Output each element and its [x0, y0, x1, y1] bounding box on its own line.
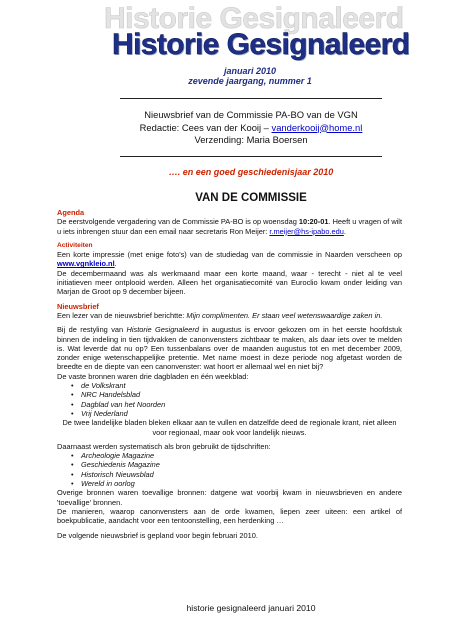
newspaper-list: [71, 381, 402, 418]
masthead-shadow-title: Historie Gesignaleerd: [104, 2, 404, 35]
page-footer: historie gesignaleerd januari 2010: [186, 603, 316, 613]
editor-email-link[interactable]: vanderkooij@home.nl: [271, 121, 363, 133]
reader-quote: Mijn complimenten. Er staan veel wetenswaardige zaken in.: [186, 310, 383, 320]
activiteiten-paragraph-1: Een korte impressie (met enige foto's) van de studiedag van de commissie in Naarden verscheen op www.vgnkleio.nl.: [57, 250, 402, 269]
motto: …. en een goed geschiedenisjaar 2010: [168, 167, 334, 177]
colofon: [100, 109, 402, 147]
top-rule: [120, 98, 382, 99]
masthead: [0, 0, 452, 104]
nieuwsbrief-paragraph-8: De volgende nieuwsbrief is gepland voor begin februari 2010.: [57, 530, 258, 540]
agenda-heading: Agenda: [57, 208, 85, 217]
masthead-title: Historie Gesignaleerd: [112, 28, 410, 61]
nieuwsbrief-paragraph-2: Bij de restyling van Historie Gesignaleerd in augustus is ervoor gekozen om in het eerste hoofdstuk binnen de indeling in tien tijdvakken de canonvensters zichtbaar te maken, als daar iets over te melden is. Wat leverde dat nu op? Een tussenbalans over de maanden augustus tot en met december 2009, zonder enige wetenschappelijke pretentie. Met name moest in deze periode nog afgetast worden de breedte en de diepte van een canonvenster: wat hoort er allemaal wel en niet bij?: [57, 325, 402, 372]
vgnkleio-link[interactable]: www.vgnkleio.nl: [57, 259, 115, 269]
activiteiten-heading: Activiteiten: [57, 241, 93, 249]
article-body: [57, 208, 402, 540]
issue-date: januari 2010: [223, 66, 277, 76]
list-item: • Dagblad van het Noorden: [71, 400, 402, 409]
mid-rule: [120, 156, 382, 157]
nieuwsbrief-paragraph-4: De twee landelijke bladen bleken elkaar aan te vullen en datzelfde deed de regionale krant, niet alleen voor regionaal, maar ook voor landelijk nieuws.: [62, 418, 397, 437]
secretary-email-link[interactable]: r.meijer@hs-ipabo.edu: [269, 226, 344, 236]
list-item: • Geschiedenis Magazine: [71, 460, 402, 469]
nieuwsbrief-paragraph-3: De vaste bronnen waren drie dagbladen en één weekblad:: [57, 371, 249, 381]
colofon-line-1: Nieuwsbrief van de Commissie PA-BO van de VGN: [144, 109, 358, 120]
colofon-editor: Redactie: Cees van der Kooij –: [139, 121, 272, 133]
colofon-line-3: Verzending: Maria Boersen: [194, 134, 308, 145]
list-item: • Historisch Nieuwsblad: [71, 470, 402, 479]
list-item: • de Volkskrant: [71, 381, 402, 390]
nieuwsbrief-paragraph-6: Overige bronnen waren toevallige bronnen: datgene wat voorbij kwam in nieuwsbrieven en andere 'toevallige' bronnen.: [57, 488, 402, 507]
nieuwsbrief-paragraph-7: De manieren, waarop canonvensters aan de orde kwamen, liepen zeer uiteen: een artikel of boekpublicatie, aandacht voor een tentoonstelling, een herdenking …: [57, 506, 402, 526]
list-item: • Vrij Nederland: [71, 409, 402, 418]
colofon-line-2: [100, 122, 402, 135]
nieuwsbrief-paragraph-5: Daarnaast werden systematisch als bron gebruikt de tijdschriften:: [57, 441, 271, 451]
issue-info: [150, 66, 350, 86]
list-item: • Archeologie Magazine: [71, 451, 402, 460]
meeting-date: 10:20-01: [298, 217, 329, 227]
agenda-paragraph: De eerstvolgende vergadering van de Commissie PA-BO is op woensdag 10:20-01. Heeft u vragen of wilt u iets inbrengen stuur dan een email naar secretaris Ron Meijer: r.meijer@hs-ipabo.edu.: [57, 217, 402, 236]
list-item: • NRC Handelsblad: [71, 390, 402, 399]
issue-volume: zevende jaargang, nummer 1: [188, 76, 312, 86]
section-title: VAN DE COMMISSIE: [195, 192, 307, 204]
list-item: • Wereld in oorlog: [71, 479, 402, 488]
magazine-list: [71, 451, 402, 488]
nieuwsbrief-heading: Nieuwsbrief: [57, 301, 99, 311]
nieuwsbrief-paragraph-1: Een lezer van de nieuwsbrief berichtte: Mijn complimenten. Er staan veel wetenswaardige zaken in.: [57, 310, 383, 320]
activiteiten-paragraph-2: De decembermaand was als werkmaand maar een korte maand, waar - terecht - niet al te veel initiatieven meer ontplooid werden. Alleen het organisatiecomité van Euroclio kwam onder leiding van Marjan de Groot op 9 december bijeen.: [57, 268, 402, 297]
